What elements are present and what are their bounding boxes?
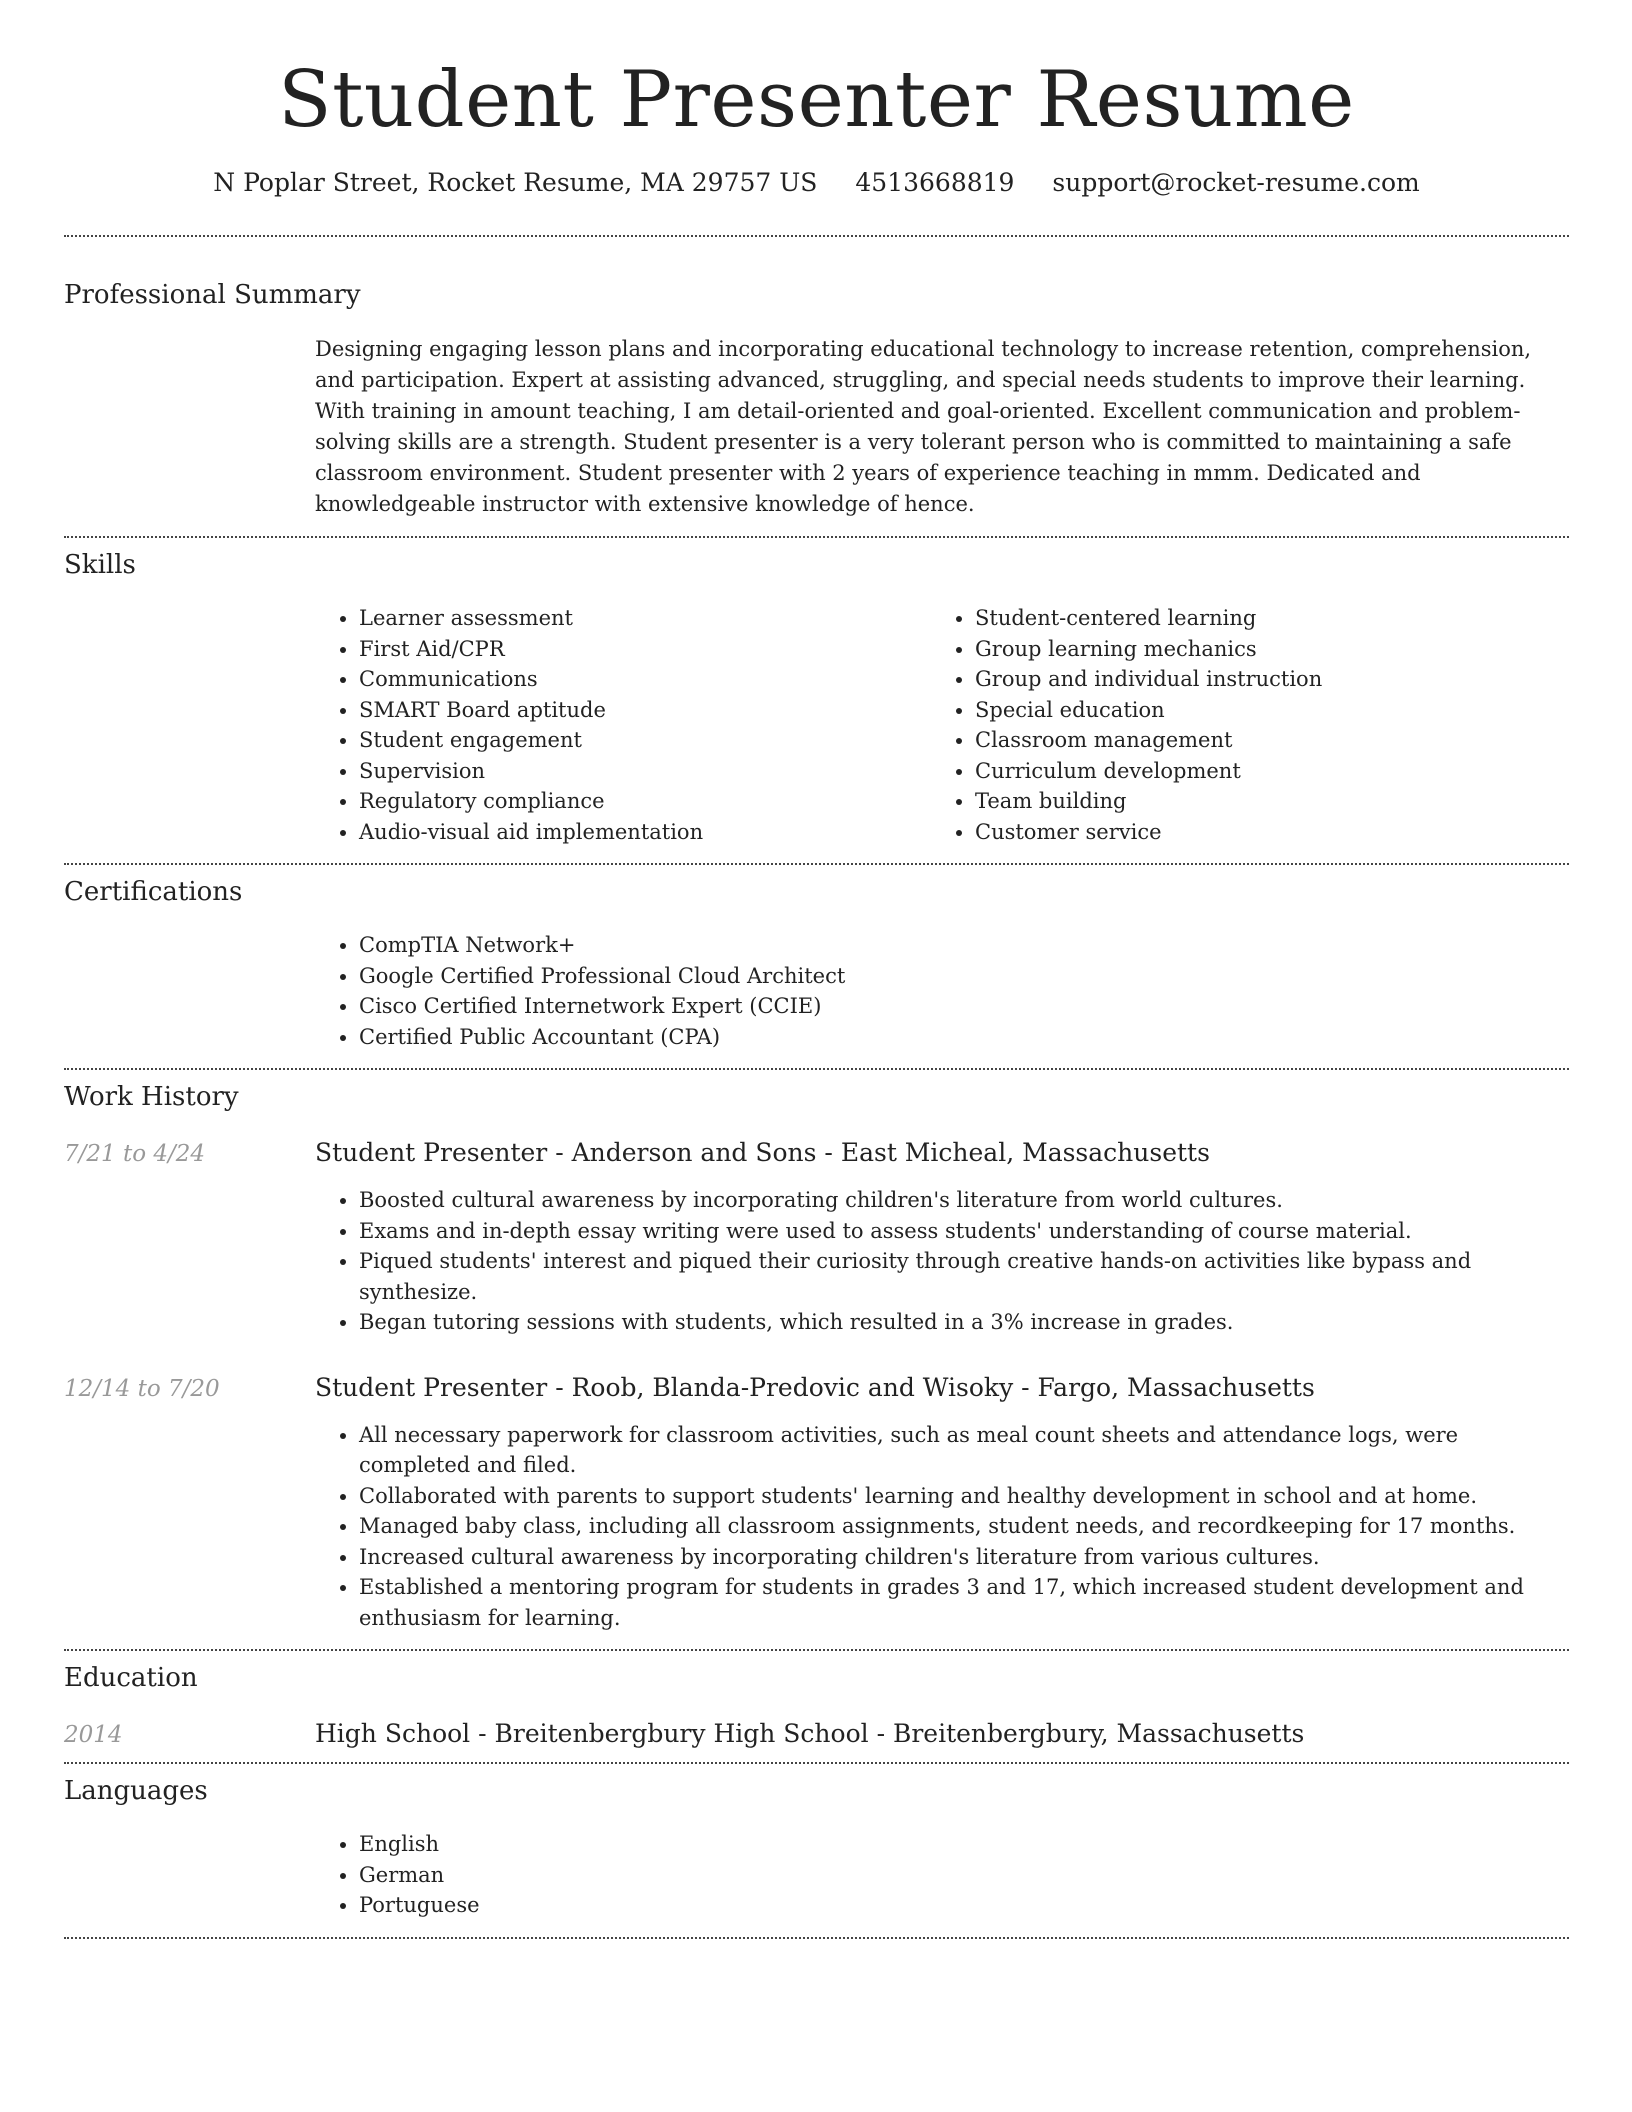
education-detail: High School - Breitenbergbury High School - Breitenbergbury, Massachusetts bbox=[315, 1719, 1305, 1748]
job-bullet: • Managed baby class, including all classroom assignments, student needs, and recordkeeping for 17 months. bbox=[359, 1511, 1569, 1542]
skills-right-column bbox=[931, 603, 1547, 847]
job-bullets bbox=[315, 1185, 1569, 1338]
section-title-work-history: Work History bbox=[64, 1082, 239, 1112]
job-title: Student Presenter - Anderson and Sons - East Micheal, Massachusetts bbox=[315, 1138, 1210, 1167]
divider bbox=[64, 863, 1569, 865]
contact-line bbox=[64, 168, 1569, 198]
skill-item: • Regulatory compliance bbox=[359, 786, 931, 817]
job-bullet: • Increased cultural awareness by incorporating children's literature from various cultures. bbox=[359, 1542, 1569, 1573]
skill-item: • Team building bbox=[975, 786, 1547, 817]
skill-item: • Student engagement bbox=[359, 725, 931, 756]
certifications-list bbox=[315, 930, 1569, 1052]
skill-item: • Supervision bbox=[359, 756, 931, 787]
skill-item: • Customer service bbox=[975, 817, 1547, 848]
divider bbox=[64, 1762, 1569, 1764]
contact-address: N Poplar Street, Rocket Resume, MA 29757 US bbox=[213, 168, 818, 197]
languages-body bbox=[315, 1829, 1569, 1921]
job-bullet: • All necessary paperwork for classroom activities, such as meal count sheets and attendance logs, were completed and filed. bbox=[359, 1420, 1569, 1481]
resume-title: Student Presenter Resume bbox=[278, 55, 1355, 145]
skill-item: • First Aid/CPR bbox=[359, 634, 931, 665]
skill-item: • Learner assessment bbox=[359, 603, 931, 634]
certification-item: • Certified Public Accountant (CPA) bbox=[359, 1022, 1569, 1053]
skills-left-column bbox=[315, 603, 931, 847]
job-details bbox=[315, 1420, 1569, 1634]
language-item: • Portuguese bbox=[359, 1890, 1569, 1921]
summary-body bbox=[315, 334, 1569, 520]
skill-item: • Communications bbox=[359, 664, 931, 695]
job-entry-header bbox=[64, 1372, 1569, 1404]
divider bbox=[64, 1937, 1569, 1939]
job-dates: 7/21 to 4/24 bbox=[64, 1141, 206, 1167]
resume-page bbox=[64, 0, 1569, 1939]
education-entry bbox=[64, 1718, 1569, 1750]
divider bbox=[64, 1068, 1569, 1070]
job-bullet: • Established a mentoring program for students in grades 3 and 17, which increased student development and enthusiasm for learning. bbox=[359, 1572, 1569, 1633]
divider bbox=[64, 536, 1569, 538]
skill-item: • Group learning mechanics bbox=[975, 634, 1547, 665]
summary-text: Designing engaging lesson plans and incorporating educational technology to increase retention, comprehension, and participation. Expert at assisting advanced, struggling, and special needs students to improve their learning. With training in amount teaching, I am detail-oriented and goal-oriented. Excellent communication and problem-solving skills are a strength. Student presenter is a very tolerant person who is committed to maintaining a safe classroom environment. Student presenter with 2 years of experience teaching in mmm. Dedicated and knowledgeable instructor with extensive knowledge of hence. bbox=[315, 337, 1532, 516]
contact-email: support@rocket-resume.com bbox=[1052, 168, 1420, 197]
certifications-body bbox=[315, 930, 1569, 1052]
job-bullet: • Piqued students' interest and piqued their curiosity through creative hands-on activities like bypass and synthesize. bbox=[359, 1246, 1569, 1307]
job-bullet: • Collaborated with parents to support students' learning and healthy development in school and at home. bbox=[359, 1481, 1569, 1512]
job-bullet: • Exams and in-depth essay writing were used to assess students' understanding of course material. bbox=[359, 1216, 1569, 1247]
job-title: Student Presenter - Roob, Blanda-Predovic and Wisoky - Fargo, Massachusetts bbox=[315, 1372, 1315, 1402]
job-details bbox=[315, 1185, 1569, 1338]
job-bullet: • Boosted cultural awareness by incorporating children's literature from world cultures. bbox=[359, 1185, 1569, 1216]
skill-item: • Classroom management bbox=[975, 725, 1547, 756]
section-title-summary: Professional Summary bbox=[64, 280, 361, 310]
skill-item: • SMART Board aptitude bbox=[359, 695, 931, 726]
job-entry-header bbox=[64, 1137, 1569, 1169]
contact-phone: 4513668819 bbox=[855, 168, 1015, 197]
certification-item: • Cisco Certified Internetwork Expert (CCIE) bbox=[359, 991, 1569, 1022]
divider bbox=[64, 1649, 1569, 1651]
section-title-education: Education bbox=[64, 1663, 198, 1693]
job-bullet: • Began tutoring sessions with students, which resulted in a 3% increase in grades. bbox=[359, 1307, 1569, 1338]
job-bullets bbox=[315, 1420, 1569, 1634]
skill-item: • Audio-visual aid implementation bbox=[359, 817, 931, 848]
certification-item: • Google Certified Professional Cloud Architect bbox=[359, 961, 1569, 992]
section-title-languages: Languages bbox=[64, 1776, 208, 1806]
section-title-certifications: Certifications bbox=[64, 877, 243, 907]
skill-item: • Group and individual instruction bbox=[975, 664, 1547, 695]
skill-item: • Curriculum development bbox=[975, 756, 1547, 787]
certification-item: • CompTIA Network+ bbox=[359, 930, 1569, 961]
skill-item: • Student-centered learning bbox=[975, 603, 1547, 634]
education-year: 2014 bbox=[64, 1722, 123, 1748]
divider bbox=[64, 235, 1569, 237]
language-item: • German bbox=[359, 1860, 1569, 1891]
languages-list bbox=[315, 1829, 1569, 1921]
language-item: • English bbox=[359, 1829, 1569, 1860]
skill-item: • Special education bbox=[975, 695, 1547, 726]
job-dates: 12/14 to 7/20 bbox=[64, 1375, 220, 1402]
section-title-skills: Skills bbox=[64, 550, 136, 580]
skills-list bbox=[315, 603, 1569, 847]
